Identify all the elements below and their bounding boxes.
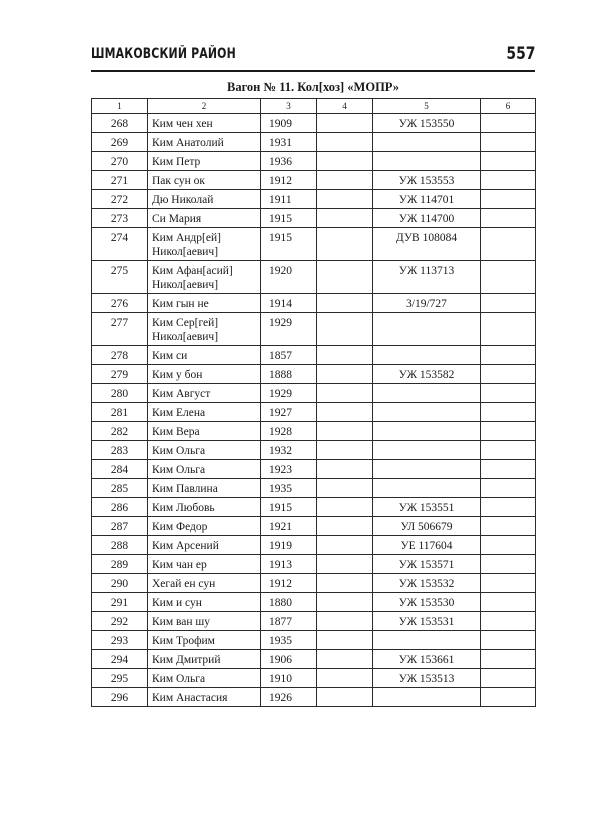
column-6-cell bbox=[481, 479, 536, 498]
person-name-line: Ким Федор bbox=[152, 521, 208, 533]
row-number: 288 bbox=[92, 536, 148, 555]
row-number: 272 bbox=[92, 190, 148, 209]
birth-year: 1929 bbox=[261, 384, 317, 403]
column-4-cell bbox=[317, 669, 373, 688]
column-6-cell bbox=[481, 612, 536, 631]
person-name bbox=[148, 114, 261, 133]
column-6-cell bbox=[481, 688, 536, 707]
document-number: УЖ 153551 bbox=[373, 498, 481, 517]
document-number bbox=[373, 403, 481, 422]
section-title: Вагон № 11. Кол[хоз] «МОПР» bbox=[226, 80, 399, 94]
table-row bbox=[92, 294, 536, 313]
row-number: 278 bbox=[92, 346, 148, 365]
column-6-cell bbox=[481, 422, 536, 441]
birth-year: 1931 bbox=[261, 133, 317, 152]
birth-year: 1920 bbox=[261, 261, 317, 294]
column-6-cell bbox=[481, 171, 536, 190]
person-patronymic-line: Никол[аевич] bbox=[152, 331, 219, 343]
column-6-cell bbox=[481, 460, 536, 479]
column-header: 3 bbox=[261, 99, 317, 114]
person-name bbox=[148, 631, 261, 650]
column-4-cell bbox=[317, 114, 373, 133]
birth-year: 1923 bbox=[261, 460, 317, 479]
column-4-cell bbox=[317, 688, 373, 707]
column-6-cell bbox=[481, 346, 536, 365]
person-name bbox=[148, 384, 261, 403]
person-patronymic-line: Никол[аевич] bbox=[152, 279, 219, 291]
column-6-cell bbox=[481, 365, 536, 384]
person-name-line: Ким Любовь bbox=[152, 502, 215, 514]
table-row bbox=[92, 650, 536, 669]
birth-year: 1929 bbox=[261, 313, 317, 346]
column-4-cell bbox=[317, 152, 373, 171]
person-name-line: Ким Ольга bbox=[152, 673, 206, 685]
region-title: ШМАКОВСКИЙ РАЙОН bbox=[91, 46, 236, 62]
document-number: УЖ 153582 bbox=[373, 365, 481, 384]
person-name-line: Ким ван шу bbox=[152, 616, 210, 628]
document-number bbox=[373, 460, 481, 479]
document-number: УЖ 114700 bbox=[373, 209, 481, 228]
column-6-cell bbox=[481, 294, 536, 313]
person-name-line: Ким Петр bbox=[152, 156, 201, 168]
document-number bbox=[373, 422, 481, 441]
column-6-cell bbox=[481, 114, 536, 133]
person-name-line: Ким Андр[ей] bbox=[152, 232, 221, 244]
row-number: 281 bbox=[92, 403, 148, 422]
person-name-line: Ким чен хен bbox=[152, 118, 213, 130]
person-name bbox=[148, 228, 261, 261]
column-6-cell bbox=[481, 631, 536, 650]
column-6-cell bbox=[481, 384, 536, 403]
document-number: УЖ 114701 bbox=[373, 190, 481, 209]
document-number bbox=[373, 688, 481, 707]
birth-year: 1928 bbox=[261, 422, 317, 441]
row-number: 296 bbox=[92, 688, 148, 707]
birth-year: 1911 bbox=[261, 190, 317, 209]
person-name bbox=[148, 650, 261, 669]
row-number: 292 bbox=[92, 612, 148, 631]
row-number: 291 bbox=[92, 593, 148, 612]
column-header: 2 bbox=[148, 99, 261, 114]
column-6-cell bbox=[481, 441, 536, 460]
person-name bbox=[148, 152, 261, 171]
person-name-line: Ким Афан[асий] bbox=[152, 265, 233, 277]
table-row bbox=[92, 384, 536, 403]
person-name-line: Ким Вера bbox=[152, 426, 200, 438]
person-name bbox=[148, 346, 261, 365]
table-row bbox=[92, 365, 536, 384]
person-name bbox=[148, 612, 261, 631]
person-name-line: Ким Сер[гей] bbox=[152, 317, 219, 329]
birth-year: 1927 bbox=[261, 403, 317, 422]
row-number: 284 bbox=[92, 460, 148, 479]
birth-year: 1935 bbox=[261, 479, 317, 498]
header-rule bbox=[91, 70, 535, 72]
document-number: УЖ 153550 bbox=[373, 114, 481, 133]
row-number: 280 bbox=[92, 384, 148, 403]
document-number: ДУВ 108084 bbox=[373, 228, 481, 261]
person-name bbox=[148, 313, 261, 346]
row-number: 287 bbox=[92, 517, 148, 536]
document-number bbox=[373, 441, 481, 460]
column-4-cell bbox=[317, 422, 373, 441]
column-6-cell bbox=[481, 313, 536, 346]
deportee-table bbox=[91, 98, 536, 707]
person-name-line: Ким чан ер bbox=[152, 559, 207, 571]
document-number bbox=[373, 384, 481, 403]
row-number: 286 bbox=[92, 498, 148, 517]
column-4-cell bbox=[317, 631, 373, 650]
table-row bbox=[92, 631, 536, 650]
table-row bbox=[92, 114, 536, 133]
column-4-cell bbox=[317, 346, 373, 365]
column-6-cell bbox=[481, 209, 536, 228]
document-number: УЖ 153531 bbox=[373, 612, 481, 631]
person-name bbox=[148, 555, 261, 574]
person-name bbox=[148, 574, 261, 593]
page-header bbox=[91, 44, 535, 64]
birth-year: 1910 bbox=[261, 669, 317, 688]
document-number: УЖ 153513 bbox=[373, 669, 481, 688]
person-name bbox=[148, 536, 261, 555]
column-4-cell bbox=[317, 365, 373, 384]
column-4-cell bbox=[317, 190, 373, 209]
table-row bbox=[92, 612, 536, 631]
column-4-cell bbox=[317, 171, 373, 190]
person-name bbox=[148, 294, 261, 313]
row-number: 275 bbox=[92, 261, 148, 294]
column-4-cell bbox=[317, 498, 373, 517]
document-number bbox=[373, 631, 481, 650]
person-name-line: Ким Трофим bbox=[152, 635, 215, 647]
column-6-cell bbox=[481, 593, 536, 612]
column-4-cell bbox=[317, 650, 373, 669]
column-header: 1 bbox=[92, 99, 148, 114]
column-6-cell bbox=[481, 650, 536, 669]
row-number: 271 bbox=[92, 171, 148, 190]
person-name bbox=[148, 669, 261, 688]
document-number: УЖ 113713 bbox=[373, 261, 481, 294]
column-header: 5 bbox=[373, 99, 481, 114]
column-4-cell bbox=[317, 294, 373, 313]
column-4-cell bbox=[317, 555, 373, 574]
row-number: 283 bbox=[92, 441, 148, 460]
table-row bbox=[92, 228, 536, 261]
person-name-line: Ким Дмитрий bbox=[152, 654, 221, 666]
table-row bbox=[92, 313, 536, 346]
birth-year: 1926 bbox=[261, 688, 317, 707]
person-name-line: Си Мария bbox=[152, 213, 202, 225]
person-name bbox=[148, 365, 261, 384]
birth-year: 1914 bbox=[261, 294, 317, 313]
table-row bbox=[92, 536, 536, 555]
column-4-cell bbox=[317, 261, 373, 294]
row-number: 277 bbox=[92, 313, 148, 346]
person-name bbox=[148, 688, 261, 707]
birth-year: 1880 bbox=[261, 593, 317, 612]
person-name bbox=[148, 479, 261, 498]
person-name-line: Пак сун ок bbox=[152, 175, 205, 187]
person-name bbox=[148, 171, 261, 190]
birth-year: 1932 bbox=[261, 441, 317, 460]
row-number: 273 bbox=[92, 209, 148, 228]
table-row bbox=[92, 171, 536, 190]
document-number: УЕ 117604 bbox=[373, 536, 481, 555]
person-name bbox=[148, 133, 261, 152]
table-row bbox=[92, 460, 536, 479]
table-row bbox=[92, 593, 536, 612]
birth-year: 1912 bbox=[261, 574, 317, 593]
document-number bbox=[373, 313, 481, 346]
row-number: 276 bbox=[92, 294, 148, 313]
person-name-line: Ким у бон bbox=[152, 369, 203, 381]
column-4-cell bbox=[317, 133, 373, 152]
document-number: УЖ 153553 bbox=[373, 171, 481, 190]
birth-year: 1913 bbox=[261, 555, 317, 574]
row-number: 290 bbox=[92, 574, 148, 593]
table-row bbox=[92, 261, 536, 294]
column-4-cell bbox=[317, 612, 373, 631]
person-name-line: Ким Елена bbox=[152, 407, 206, 419]
column-4-cell bbox=[317, 479, 373, 498]
column-4-cell bbox=[317, 517, 373, 536]
birth-year: 1915 bbox=[261, 228, 317, 261]
birth-year: 1877 bbox=[261, 612, 317, 631]
birth-year: 1915 bbox=[261, 498, 317, 517]
birth-year: 1935 bbox=[261, 631, 317, 650]
person-name bbox=[148, 209, 261, 228]
table-row bbox=[92, 441, 536, 460]
row-number: 285 bbox=[92, 479, 148, 498]
person-name bbox=[148, 517, 261, 536]
document-number: УЖ 153530 bbox=[373, 593, 481, 612]
column-6-cell bbox=[481, 228, 536, 261]
column-4-cell bbox=[317, 593, 373, 612]
row-number: 279 bbox=[92, 365, 148, 384]
row-number: 294 bbox=[92, 650, 148, 669]
table-row bbox=[92, 422, 536, 441]
document-number: УЖ 153532 bbox=[373, 574, 481, 593]
row-number: 282 bbox=[92, 422, 148, 441]
row-number: 268 bbox=[92, 114, 148, 133]
table-row bbox=[92, 346, 536, 365]
table-row bbox=[92, 209, 536, 228]
person-name-line: Ким Август bbox=[152, 388, 211, 400]
row-number: 293 bbox=[92, 631, 148, 650]
column-6-cell bbox=[481, 555, 536, 574]
birth-year: 1857 bbox=[261, 346, 317, 365]
birth-year: 1936 bbox=[261, 152, 317, 171]
person-name bbox=[148, 403, 261, 422]
birth-year: 1888 bbox=[261, 365, 317, 384]
column-4-cell bbox=[317, 384, 373, 403]
row-number: 274 bbox=[92, 228, 148, 261]
column-4-cell bbox=[317, 209, 373, 228]
table-row bbox=[92, 574, 536, 593]
column-6-cell bbox=[481, 190, 536, 209]
person-name-line: Дю Николай bbox=[152, 194, 214, 206]
column-header: 4 bbox=[317, 99, 373, 114]
column-4-cell bbox=[317, 574, 373, 593]
document-number bbox=[373, 479, 481, 498]
person-name-line: Ким Ольга bbox=[152, 445, 206, 457]
column-6-cell bbox=[481, 574, 536, 593]
person-name bbox=[148, 261, 261, 294]
person-name-line: Ким си bbox=[152, 350, 188, 362]
person-name-line: Хегай ен сун bbox=[152, 578, 216, 590]
page-number: 557 bbox=[505, 44, 535, 64]
column-6-cell bbox=[481, 152, 536, 171]
person-name-line: Ким Анатолий bbox=[152, 137, 224, 149]
person-patronymic-line: Никол[аевич] bbox=[152, 246, 219, 258]
person-name-line: Ким и сун bbox=[152, 597, 202, 609]
column-4-cell bbox=[317, 441, 373, 460]
person-name-line: Ким гын не bbox=[152, 298, 209, 310]
row-number: 270 bbox=[92, 152, 148, 171]
column-4-cell bbox=[317, 460, 373, 479]
column-6-cell bbox=[481, 669, 536, 688]
birth-year: 1906 bbox=[261, 650, 317, 669]
table-row bbox=[92, 152, 536, 171]
column-header: 6 bbox=[481, 99, 536, 114]
birth-year: 1921 bbox=[261, 517, 317, 536]
document-number: УЖ 153661 bbox=[373, 650, 481, 669]
column-4-cell bbox=[317, 228, 373, 261]
birth-year: 1919 bbox=[261, 536, 317, 555]
document-number bbox=[373, 346, 481, 365]
column-4-cell bbox=[317, 536, 373, 555]
table-row bbox=[92, 498, 536, 517]
document-number: УЖ 153571 bbox=[373, 555, 481, 574]
column-6-cell bbox=[481, 517, 536, 536]
column-6-cell bbox=[481, 133, 536, 152]
table-row bbox=[92, 555, 536, 574]
document-number: 3/19/727 bbox=[373, 294, 481, 313]
table-row bbox=[92, 190, 536, 209]
table-row bbox=[92, 403, 536, 422]
birth-year: 1915 bbox=[261, 209, 317, 228]
row-number: 289 bbox=[92, 555, 148, 574]
column-6-cell bbox=[481, 403, 536, 422]
person-name-line: Ким Анастасия bbox=[152, 692, 228, 704]
person-name bbox=[148, 593, 261, 612]
person-name-line: Ким Павлина bbox=[152, 483, 218, 495]
table-row bbox=[92, 688, 536, 707]
person-name bbox=[148, 460, 261, 479]
person-name-line: Ким Арсений bbox=[152, 540, 219, 552]
person-name bbox=[148, 498, 261, 517]
column-6-cell bbox=[481, 261, 536, 294]
column-4-cell bbox=[317, 403, 373, 422]
person-name bbox=[148, 441, 261, 460]
person-name-line: Ким Ольга bbox=[152, 464, 206, 476]
birth-year: 1912 bbox=[261, 171, 317, 190]
table-row bbox=[92, 669, 536, 688]
table-body bbox=[92, 114, 536, 707]
column-4-cell bbox=[317, 313, 373, 346]
table-row bbox=[92, 133, 536, 152]
column-6-cell bbox=[481, 498, 536, 517]
document-number bbox=[373, 152, 481, 171]
table-row bbox=[92, 517, 536, 536]
table-row bbox=[92, 479, 536, 498]
row-number: 269 bbox=[92, 133, 148, 152]
person-name bbox=[148, 190, 261, 209]
column-6-cell bbox=[481, 536, 536, 555]
person-name bbox=[148, 422, 261, 441]
document-number: УЛ 506679 bbox=[373, 517, 481, 536]
birth-year: 1909 bbox=[261, 114, 317, 133]
row-number: 295 bbox=[92, 669, 148, 688]
document-number bbox=[373, 133, 481, 152]
column-number-row bbox=[92, 99, 536, 114]
